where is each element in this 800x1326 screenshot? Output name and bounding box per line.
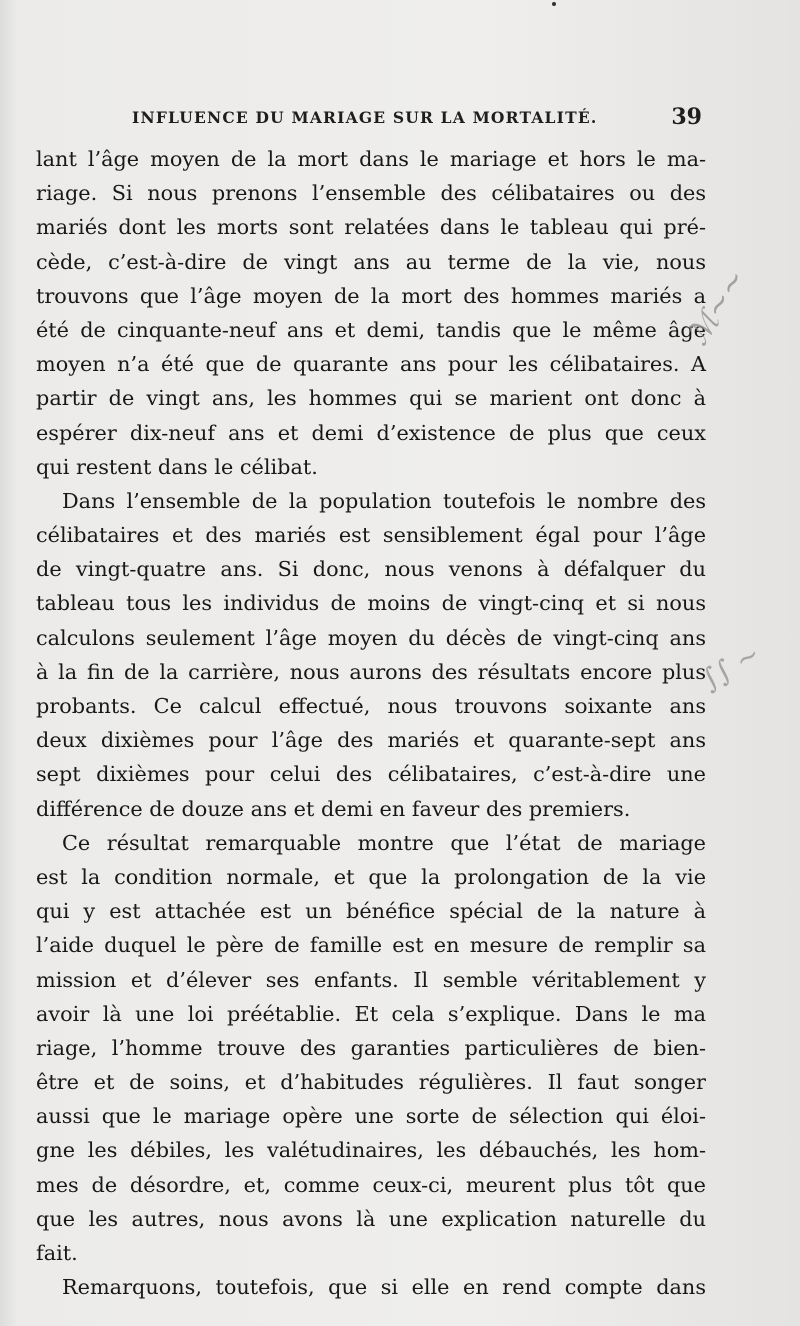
text-line: Ce résultat remarquable montre que l’état de mariage: [62, 830, 706, 855]
paragraph-population: [36, 484, 706, 826]
body-text: [36, 142, 706, 1304]
text-line: trouvons que l’âge moyen de la mort des hommes mariés a: [36, 283, 706, 308]
text-line: gne les débiles, les valétudinaires, les débauchés, les hom-: [36, 1138, 706, 1163]
text-line: célibataires et des mariés est sensiblement égal pour l’âge: [36, 523, 706, 548]
text-line: été de cinquante-neuf ans et demi, tandis que le même âge: [36, 317, 706, 342]
text-line: différence de douze ans et demi en faveur des premiers.: [36, 796, 631, 821]
text-line: riage. Si nous prenons l’ensemble des célibataires ou des: [36, 181, 706, 206]
text-line: lant l’âge moyen de la mort dans le mariage et hors le ma-: [36, 147, 706, 171]
text-line: qui y est attachée est un bénéfice spécial de la nature à: [36, 899, 706, 924]
page-number: 39: [671, 104, 702, 130]
margin-handwriting-mark: ∫∫ ∼: [695, 636, 766, 697]
margin-handwriting-mark: ℳ∼∼: [680, 263, 754, 352]
text-line: l’aide duquel le père de famille est en mesure de remplir sa: [36, 933, 706, 958]
text-line: cède, c’est-à-dire de vingt ans au terme de la vie, nous: [36, 249, 706, 274]
text-line: de vingt-quatre ans. Si donc, nous venons à défalquer du: [36, 557, 706, 582]
running-head: [132, 104, 712, 132]
text-line: Remarquons, toutefois, que si elle en rend compte dans: [62, 1275, 706, 1300]
text-line: avoir là une loi préétablie. Et cela s’explique. Dans le ma: [36, 1001, 706, 1026]
ink-dot: [552, 2, 556, 6]
text-line: riage, l’homme trouve des garanties particulières de bien-: [36, 1035, 706, 1060]
text-line: mission et d’élever ses enfants. Il semble véritablement y: [36, 967, 706, 992]
text-line: à la fin de la carrière, nous aurons des résultats encore plus: [36, 659, 706, 684]
text-line: qui restent dans le célibat.: [36, 454, 318, 479]
text-line: probants. Ce calcul effectué, nous trouvons soixante ans: [36, 694, 706, 718]
text-line: Dans l’ensemble de la population toutefois le nombre des: [62, 488, 706, 513]
text-line: calculons seulement l’âge moyen du décès de vingt-cinq ans: [36, 625, 706, 650]
text-line: sept dixièmes pour celui des célibataires, c’est-à-dire une: [36, 762, 706, 787]
text-line: moyen n’a été que de quarante ans pour les célibataires. A: [36, 352, 706, 377]
text-line: tableau tous les individus de moins de vingt-cinq et si nous: [36, 591, 706, 616]
text-line: est la condition normale, et que la prolongation de la vie: [36, 864, 706, 889]
text-line: mariés dont les morts sont relatées dans le tableau qui pré-: [36, 215, 706, 240]
text-line: être et de soins, et d’habitudes régulières. Il faut songer: [36, 1070, 706, 1095]
text-line: espérer dix-neuf ans et demi d’existence de plus que ceux: [36, 420, 706, 445]
paragraph-result: [36, 826, 706, 1270]
text-line: aussi que le mariage opère une sorte de sélection qui éloi-: [36, 1104, 706, 1129]
text-line: partir de vingt ans, les hommes qui se marient ont donc à: [36, 386, 706, 411]
text-line: que les autres, nous avons là une explication naturelle du: [36, 1206, 706, 1231]
paragraph-remarquons: [36, 1270, 706, 1304]
text-line: fait.: [36, 1241, 78, 1265]
paragraph-continuation: [36, 142, 706, 484]
text-line: deux dixièmes pour l’âge des mariés et quarante-sept ans: [36, 728, 706, 753]
text-line: mes de désordre, et, comme ceux-ci, meurent plus tôt que: [36, 1172, 706, 1197]
running-title: INFLUENCE DU MARIAGE SUR LA MORTALITÉ.: [132, 108, 598, 127]
